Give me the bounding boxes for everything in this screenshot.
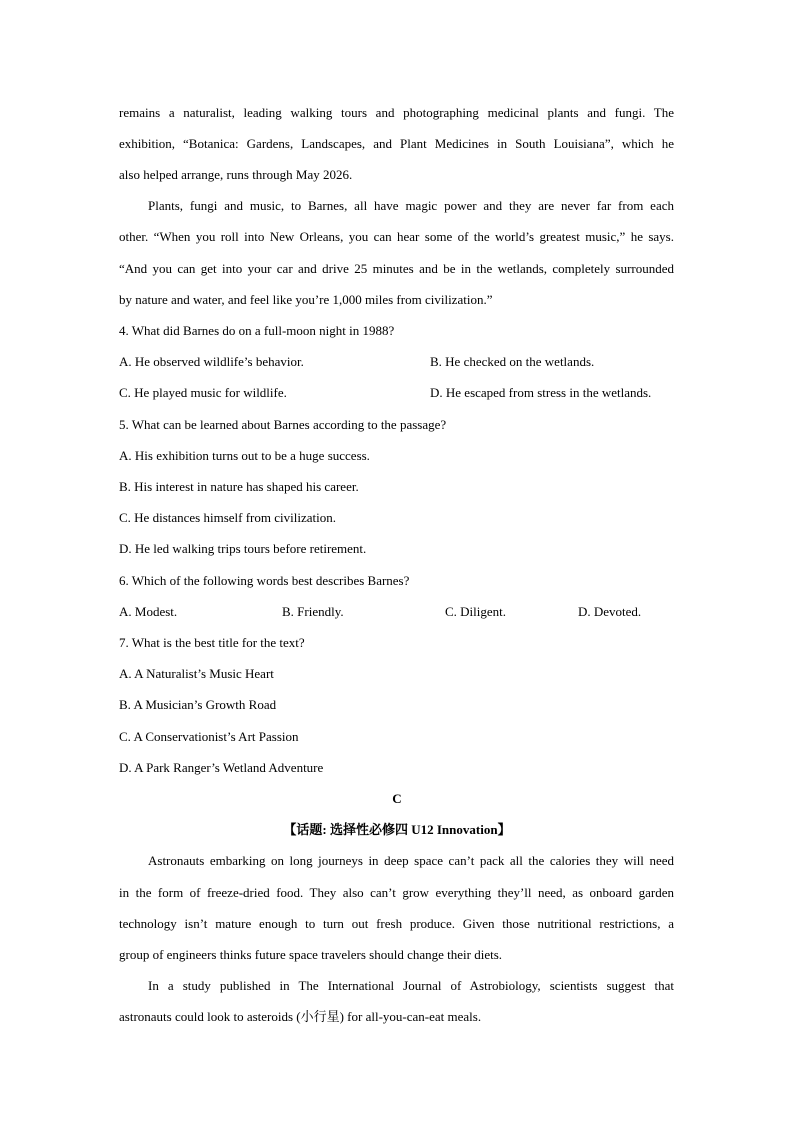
paragraph-line: “And you can get into your car and drive 25 minutes and be in the wetlands, completely surrounded bbox=[119, 261, 674, 276]
question-stem: 7. What is the best title for the text? bbox=[119, 635, 305, 650]
section-topic: 【话题: 选择性必修四 U12 Innovation】 bbox=[283, 822, 511, 837]
option-b: B. He checked on the wetlands. bbox=[430, 354, 595, 369]
option-b: B. A Musician’s Growth Road bbox=[119, 697, 277, 712]
question-stem: 6. Which of the following words best describes Barnes? bbox=[119, 573, 410, 588]
option-d: D. Devoted. bbox=[578, 604, 642, 619]
paragraph-line: by nature and water, and feel like you’re 1,000 miles from civilization.” bbox=[119, 292, 493, 307]
option-a: A. He observed wildlife’s behavior. bbox=[119, 354, 304, 369]
paragraph-line: exhibition, “Botanica: Gardens, Landscapes, and Plant Medicines in South Louisiana”, which he bbox=[119, 136, 674, 151]
paragraph-line: remains a naturalist, leading walking tours and photographing medicinal plants and fungi. The bbox=[119, 105, 674, 120]
paragraph-line: Astronauts embarking on long journeys in deep space can’t pack all the calories they will need bbox=[148, 853, 674, 868]
paragraph-line: also helped arrange, runs through May 2026. bbox=[119, 167, 353, 182]
option-d: D. He led walking trips tours before retirement. bbox=[119, 541, 367, 556]
question-stem: 4. What did Barnes do on a full-moon night in 1988? bbox=[119, 323, 395, 338]
option-b: B. His interest in nature has shaped his career. bbox=[119, 479, 359, 494]
option-a: A. His exhibition turns out to be a huge success. bbox=[119, 448, 370, 463]
option-d: D. He escaped from stress in the wetlands. bbox=[430, 385, 652, 400]
option-c: C. A Conservationist’s Art Passion bbox=[119, 729, 299, 744]
paragraph-line: in the form of freeze-dried food. They also can’t grow everything they’ll need, as onboard garden bbox=[119, 885, 674, 900]
paragraph-line: astronauts could look to asteroids (小行星) for all-you-can-eat meals. bbox=[119, 1009, 482, 1024]
option-a: A. A Naturalist’s Music Heart bbox=[119, 666, 274, 681]
section-letter: C bbox=[392, 791, 402, 806]
question-stem: 5. What can be learned about Barnes according to the passage? bbox=[119, 417, 447, 432]
option-c: C. He played music for wildlife. bbox=[119, 385, 287, 400]
paragraph-line: In a study published in The International Journal of Astrobiology, scientists suggest that bbox=[148, 978, 674, 993]
option-c: C. Diligent. bbox=[445, 604, 507, 619]
option-a: A. Modest. bbox=[119, 604, 178, 619]
option-c: C. He distances himself from civilization. bbox=[119, 510, 336, 525]
option-d: D. A Park Ranger’s Wetland Adventure bbox=[119, 760, 324, 775]
paragraph-line: technology isn’t mature enough to turn out fresh produce. Given those nutritional restrictions, a bbox=[119, 916, 674, 931]
option-b: B. Friendly. bbox=[282, 604, 344, 619]
paragraph-line: other. “When you roll into New Orleans, you can hear some of the world’s greatest music,” he says. bbox=[119, 229, 674, 244]
paragraph-line: group of engineers thinks future space travelers should change their diets. bbox=[119, 947, 503, 962]
paragraph-line: Plants, fungi and music, to Barnes, all have magic power and they are never far from each bbox=[148, 198, 674, 213]
